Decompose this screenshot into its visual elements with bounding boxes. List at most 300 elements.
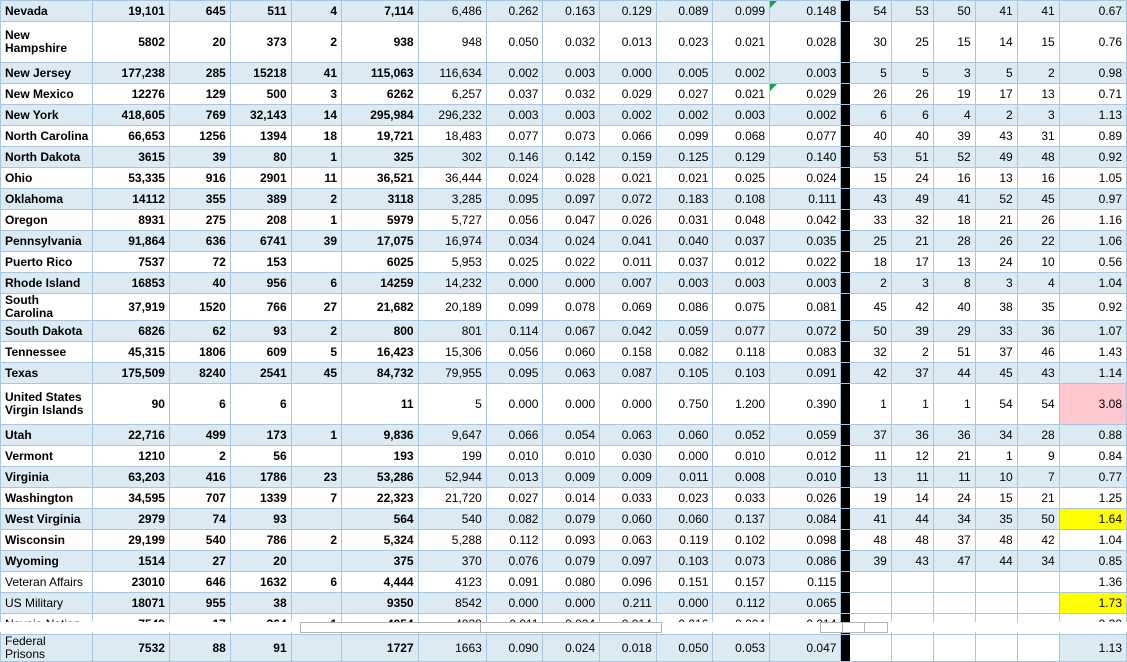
rank-cell[interactable]: 6 [849, 105, 891, 126]
cell-value[interactable]: 0.079 [543, 551, 600, 572]
rank-cell[interactable]: 19 [849, 488, 891, 509]
table-row[interactable] [1, 488, 1127, 509]
ratio-cell[interactable]: 1.04 [1059, 530, 1126, 551]
cell-value[interactable]: 0.159 [600, 147, 657, 168]
cell-value[interactable]: 0.146 [486, 147, 543, 168]
table-row[interactable] [1, 84, 1127, 105]
rank-cell[interactable]: 32 [849, 342, 891, 363]
cell-value[interactable]: 11 [291, 168, 341, 189]
row-label[interactable]: Vermont [1, 446, 93, 467]
rank-cell[interactable]: 49 [891, 189, 933, 210]
tab-segment-1[interactable] [300, 622, 482, 633]
cell-value[interactable]: 116,634 [418, 63, 486, 84]
table-row[interactable] [1, 363, 1127, 384]
rank-cell[interactable]: 4 [933, 105, 975, 126]
rank-cell[interactable]: 54 [975, 384, 1017, 425]
cell-value[interactable]: 0.025 [486, 252, 543, 273]
cell-value[interactable]: 0.003 [656, 273, 713, 294]
rank-cell[interactable]: 29 [933, 321, 975, 342]
table-row[interactable] [1, 231, 1127, 252]
cell-value[interactable]: 2 [291, 189, 341, 210]
ratio-cell[interactable]: 3.08 [1059, 384, 1126, 425]
cell-value[interactable]: 2979 [93, 509, 170, 530]
cell-value[interactable]: 0.112 [713, 593, 770, 614]
row-label[interactable]: Rhode Island [1, 273, 93, 294]
cell-value[interactable]: 295,984 [342, 105, 419, 126]
row-label[interactable]: Puerto Rico [1, 252, 93, 273]
cell-value[interactable]: 5802 [93, 22, 170, 63]
cell-value[interactable]: 0.080 [543, 572, 600, 593]
rank-cell[interactable]: 39 [849, 551, 891, 572]
cell-value[interactable]: 0.103 [713, 363, 770, 384]
cell-value[interactable]: 16853 [93, 273, 170, 294]
row-label[interactable]: Oregon [1, 210, 93, 231]
row-label[interactable]: New Jersey [1, 63, 93, 84]
rank-cell[interactable] [975, 635, 1017, 662]
row-label[interactable]: United States Virgin Islands [1, 384, 93, 425]
table-row[interactable] [1, 551, 1127, 572]
cell-value[interactable]: 38 [230, 593, 291, 614]
table-row[interactable] [1, 593, 1127, 614]
cell-value[interactable]: 0.060 [600, 509, 657, 530]
rank-cell[interactable]: 9 [1017, 446, 1059, 467]
rank-cell[interactable]: 24 [975, 252, 1017, 273]
rank-cell[interactable]: 15 [849, 168, 891, 189]
cell-value[interactable]: 0.028 [770, 22, 841, 63]
ratio-cell[interactable]: 1.13 [1059, 105, 1126, 126]
row-label[interactable]: Ohio [1, 168, 93, 189]
cell-value[interactable]: 0.111 [770, 189, 841, 210]
cell-value[interactable]: 1727 [342, 635, 419, 662]
rank-cell[interactable]: 32 [891, 210, 933, 231]
rank-cell[interactable]: 45 [1017, 189, 1059, 210]
cell-value[interactable]: 0.157 [713, 572, 770, 593]
cell-value[interactable]: 0.029 [600, 84, 657, 105]
cell-value[interactable]: 0.119 [656, 530, 713, 551]
cell-value[interactable]: 948 [418, 22, 486, 63]
cell-value[interactable]: 0.003 [543, 105, 600, 126]
cell-value[interactable]: 325 [342, 147, 419, 168]
cell-value[interactable]: 0.073 [713, 551, 770, 572]
cell-value[interactable] [291, 252, 341, 273]
cell-value[interactable]: 766 [230, 294, 291, 321]
cell-value[interactable]: 499 [169, 425, 230, 446]
cell-value[interactable]: 0.089 [656, 1, 713, 22]
rank-cell[interactable]: 25 [891, 22, 933, 63]
table-row[interactable] [1, 321, 1127, 342]
rank-cell[interactable]: 52 [975, 189, 1017, 210]
rank-cell[interactable]: 50 [1017, 509, 1059, 530]
cell-value[interactable]: 1394 [230, 126, 291, 147]
cell-value[interactable]: 0.012 [713, 252, 770, 273]
cell-value[interactable]: 53,286 [342, 467, 419, 488]
cell-value[interactable]: 0.076 [486, 551, 543, 572]
cell-value[interactable]: 0.024 [770, 168, 841, 189]
rank-cell[interactable] [933, 593, 975, 614]
cell-value[interactable]: 0.032 [543, 84, 600, 105]
cell-value[interactable]: 0.066 [486, 425, 543, 446]
cell-value[interactable]: 0.047 [770, 635, 841, 662]
cell-value[interactable]: 19,721 [342, 126, 419, 147]
cell-value[interactable]: 93 [230, 321, 291, 342]
cell-value[interactable]: 0.009 [600, 467, 657, 488]
cell-value[interactable]: 8542 [418, 593, 486, 614]
cell-value[interactable]: 177,238 [93, 63, 170, 84]
rank-cell[interactable]: 28 [1017, 425, 1059, 446]
cell-value[interactable]: 540 [169, 530, 230, 551]
rank-cell[interactable]: 33 [975, 321, 1017, 342]
table-row[interactable] [1, 294, 1127, 321]
rank-cell[interactable]: 6 [891, 105, 933, 126]
cell-value[interactable]: 62 [169, 321, 230, 342]
cell-value[interactable]: 0.002 [770, 105, 841, 126]
cell-value[interactable]: 0.000 [543, 384, 600, 425]
cell-value[interactable]: 0.037 [656, 252, 713, 273]
cell-value[interactable]: 2541 [230, 363, 291, 384]
cell-value[interactable]: 22,716 [93, 425, 170, 446]
cell-value[interactable]: 193 [342, 446, 419, 467]
cell-value[interactable]: 0.091 [770, 363, 841, 384]
cell-value[interactable]: 153 [230, 252, 291, 273]
cell-value[interactable]: 0.082 [656, 342, 713, 363]
cell-value[interactable]: 0.102 [713, 530, 770, 551]
cell-value[interactable]: 45 [291, 363, 341, 384]
rank-cell[interactable]: 21 [891, 231, 933, 252]
cell-value[interactable]: 373 [230, 22, 291, 63]
cell-value[interactable]: 955 [169, 593, 230, 614]
rank-cell[interactable]: 53 [849, 147, 891, 168]
rank-cell[interactable]: 2 [891, 342, 933, 363]
cell-value[interactable]: 0.086 [770, 551, 841, 572]
rank-cell[interactable] [849, 593, 891, 614]
rank-cell[interactable]: 7 [1017, 467, 1059, 488]
cell-value[interactable]: 0.000 [543, 273, 600, 294]
rank-cell[interactable]: 18 [849, 252, 891, 273]
rank-cell[interactable]: 44 [891, 509, 933, 530]
cell-value[interactable]: 916 [169, 168, 230, 189]
cell-value[interactable]: 0.011 [600, 252, 657, 273]
cell-value[interactable]: 0.098 [770, 530, 841, 551]
cell-value[interactable]: 0.095 [486, 189, 543, 210]
cell-value[interactable] [291, 384, 341, 425]
cell-value[interactable]: 8240 [169, 363, 230, 384]
cell-value[interactable]: 636 [169, 231, 230, 252]
cell-value[interactable]: 17,075 [342, 231, 419, 252]
rank-cell[interactable]: 21 [1017, 488, 1059, 509]
row-label[interactable]: South Dakota [1, 321, 93, 342]
cell-value[interactable]: 52,944 [418, 467, 486, 488]
cell-value[interactable]: 15218 [230, 63, 291, 84]
cell-value[interactable]: 0.078 [543, 294, 600, 321]
row-label[interactable]: Nevada [1, 1, 93, 22]
row-label[interactable]: Washington [1, 488, 93, 509]
cell-value[interactable]: 18071 [93, 593, 170, 614]
row-label[interactable]: New Mexico [1, 84, 93, 105]
cell-value[interactable]: 1 [291, 425, 341, 446]
cell-value[interactable]: 0.041 [600, 231, 657, 252]
cell-value[interactable]: 0.063 [600, 530, 657, 551]
ratio-cell[interactable]: 0.88 [1059, 425, 1126, 446]
cell-value[interactable]: 3118 [342, 189, 419, 210]
cell-value[interactable]: 4123 [418, 572, 486, 593]
cell-value[interactable]: 0.060 [656, 509, 713, 530]
cell-value[interactable]: 6025 [342, 252, 419, 273]
row-label[interactable]: Utah [1, 425, 93, 446]
cell-value[interactable]: 0.097 [600, 551, 657, 572]
rank-cell[interactable]: 13 [1017, 84, 1059, 105]
rank-cell[interactable]: 4 [1017, 273, 1059, 294]
cell-value[interactable]: 0.052 [713, 425, 770, 446]
cell-value[interactable]: 0.053 [713, 635, 770, 662]
row-label[interactable]: South Carolina [1, 294, 93, 321]
cell-value[interactable]: 6,257 [418, 84, 486, 105]
cell-value[interactable]: 0.003 [713, 105, 770, 126]
rank-cell[interactable]: 43 [1017, 363, 1059, 384]
cell-value[interactable]: 0.115 [770, 572, 841, 593]
cell-value[interactable]: 6 [291, 273, 341, 294]
rank-cell[interactable]: 24 [891, 168, 933, 189]
cell-value[interactable]: 0.390 [770, 384, 841, 425]
cell-value[interactable]: 15,306 [418, 342, 486, 363]
cell-value[interactable]: 21,682 [342, 294, 419, 321]
rank-cell[interactable]: 38 [975, 294, 1017, 321]
cell-value[interactable] [291, 593, 341, 614]
row-label[interactable]: New York [1, 105, 93, 126]
cell-value[interactable]: 37,919 [93, 294, 170, 321]
table-row[interactable] [1, 342, 1127, 363]
cell-value[interactable]: 72 [169, 252, 230, 273]
cell-value[interactable]: 0.048 [713, 210, 770, 231]
rank-cell[interactable]: 50 [849, 321, 891, 342]
cell-value[interactable]: 801 [418, 321, 486, 342]
cell-value[interactable]: 7 [291, 488, 341, 509]
row-label[interactable]: Federal Prisons [1, 635, 93, 662]
cell-value[interactable]: 0.002 [713, 63, 770, 84]
cell-value[interactable]: 0.068 [713, 126, 770, 147]
cell-value[interactable]: 16,974 [418, 231, 486, 252]
ratio-cell[interactable]: 1.64 [1059, 509, 1126, 530]
ratio-cell[interactable]: 1.16 [1059, 210, 1126, 231]
rank-cell[interactable]: 35 [975, 509, 1017, 530]
cell-value[interactable]: 375 [342, 551, 419, 572]
rank-cell[interactable]: 15 [1017, 22, 1059, 63]
rank-cell[interactable]: 5 [891, 63, 933, 84]
rank-cell[interactable]: 26 [849, 84, 891, 105]
rank-cell[interactable] [891, 593, 933, 614]
rank-cell[interactable]: 54 [849, 1, 891, 22]
row-label[interactable]: North Carolina [1, 126, 93, 147]
cell-value[interactable]: 0.000 [486, 273, 543, 294]
cell-value[interactable]: 0.095 [486, 363, 543, 384]
ratio-cell[interactable]: 1.07 [1059, 321, 1126, 342]
rank-cell[interactable]: 26 [891, 84, 933, 105]
ratio-cell[interactable]: 0.92 [1059, 147, 1126, 168]
cell-value[interactable]: 0.010 [770, 467, 841, 488]
cell-value[interactable]: 956 [230, 273, 291, 294]
cell-value[interactable]: 0.035 [770, 231, 841, 252]
cell-value[interactable]: 0.009 [543, 467, 600, 488]
rank-cell[interactable]: 19 [933, 84, 975, 105]
cell-value[interactable]: 39 [169, 147, 230, 168]
cell-value[interactable]: 0.042 [770, 210, 841, 231]
cell-value[interactable]: 5,953 [418, 252, 486, 273]
table-row[interactable] [1, 168, 1127, 189]
cell-value[interactable]: 40 [169, 273, 230, 294]
cell-value[interactable]: 0.059 [770, 425, 841, 446]
cell-value[interactable]: 63,203 [93, 467, 170, 488]
bottom-sheet-tab-strip[interactable] [0, 622, 1127, 632]
rank-cell[interactable]: 3 [975, 273, 1017, 294]
cell-value[interactable]: 0.013 [486, 467, 543, 488]
rank-cell[interactable]: 40 [933, 294, 975, 321]
cell-value[interactable]: 938 [342, 22, 419, 63]
cell-value[interactable]: 36,521 [342, 168, 419, 189]
cell-value[interactable]: 0.114 [486, 321, 543, 342]
cell-value[interactable]: 0.010 [543, 446, 600, 467]
cell-value[interactable]: 6741 [230, 231, 291, 252]
cell-value[interactable]: 0.023 [656, 488, 713, 509]
rank-cell[interactable]: 21 [975, 210, 1017, 231]
cell-value[interactable]: 0.183 [656, 189, 713, 210]
rank-cell[interactable]: 54 [1017, 384, 1059, 425]
cell-value[interactable]: 6 [169, 384, 230, 425]
cell-value[interactable]: 45,315 [93, 342, 170, 363]
cell-value[interactable]: 0.108 [713, 189, 770, 210]
cell-value[interactable]: 0.096 [600, 572, 657, 593]
rank-cell[interactable]: 13 [933, 252, 975, 273]
cell-value[interactable]: 0.112 [486, 530, 543, 551]
rank-cell[interactable]: 26 [1017, 210, 1059, 231]
rank-cell[interactable] [849, 572, 891, 593]
ratio-cell[interactable]: 0.89 [1059, 126, 1126, 147]
cell-value[interactable]: 0.099 [656, 126, 713, 147]
rank-cell[interactable]: 48 [975, 530, 1017, 551]
cell-value[interactable]: 0.118 [713, 342, 770, 363]
cell-value[interactable]: 0.024 [486, 168, 543, 189]
cell-value[interactable]: 0.103 [656, 551, 713, 572]
rank-cell[interactable]: 30 [849, 22, 891, 63]
cell-value[interactable]: 14112 [93, 189, 170, 210]
cell-value[interactable]: 11 [342, 384, 419, 425]
table-row[interactable] [1, 126, 1127, 147]
cell-value[interactable]: 1806 [169, 342, 230, 363]
rank-cell[interactable]: 37 [849, 425, 891, 446]
table-row[interactable] [1, 572, 1127, 593]
cell-value[interactable]: 0.034 [486, 231, 543, 252]
table-row[interactable] [1, 22, 1127, 63]
cell-value[interactable]: 1210 [93, 446, 170, 467]
cell-value[interactable]: 0.014 [543, 488, 600, 509]
cell-value[interactable]: 5,324 [342, 530, 419, 551]
cell-value[interactable]: 18,483 [418, 126, 486, 147]
cell-value[interactable]: 175,509 [93, 363, 170, 384]
cell-value[interactable]: 0.067 [543, 321, 600, 342]
cell-value[interactable]: 0.129 [713, 147, 770, 168]
table-row[interactable] [1, 467, 1127, 488]
rank-cell[interactable]: 34 [933, 509, 975, 530]
cell-value[interactable] [291, 509, 341, 530]
rank-cell[interactable]: 51 [891, 147, 933, 168]
cell-value[interactable]: 540 [418, 509, 486, 530]
table-row[interactable] [1, 384, 1127, 425]
tab-segment-4[interactable] [842, 622, 866, 633]
cell-value[interactable]: 5 [291, 342, 341, 363]
rank-cell[interactable]: 2 [975, 105, 1017, 126]
row-label[interactable]: North Dakota [1, 147, 93, 168]
ratio-cell[interactable]: 1.06 [1059, 231, 1126, 252]
rank-cell[interactable]: 34 [975, 425, 1017, 446]
cell-value[interactable]: 302 [418, 147, 486, 168]
cell-value[interactable]: 5,727 [418, 210, 486, 231]
rank-cell[interactable]: 41 [975, 1, 1017, 22]
rank-cell[interactable]: 45 [975, 363, 1017, 384]
cell-value[interactable]: 20 [230, 551, 291, 572]
rank-cell[interactable]: 40 [849, 126, 891, 147]
cell-value[interactable]: 74 [169, 509, 230, 530]
cell-value[interactable]: 53,335 [93, 168, 170, 189]
cell-value[interactable]: 7537 [93, 252, 170, 273]
cell-value[interactable]: 21,720 [418, 488, 486, 509]
cell-value[interactable]: 18 [291, 126, 341, 147]
rank-cell[interactable]: 5 [975, 63, 1017, 84]
table-row[interactable] [1, 252, 1127, 273]
rank-cell[interactable]: 41 [933, 189, 975, 210]
ratio-cell[interactable]: 1.43 [1059, 342, 1126, 363]
cell-value[interactable]: 0.010 [486, 446, 543, 467]
cell-value[interactable]: 1520 [169, 294, 230, 321]
table-row[interactable] [1, 273, 1127, 294]
cell-value[interactable]: 418,605 [93, 105, 170, 126]
cell-value[interactable]: 7532 [93, 635, 170, 662]
cell-value[interactable]: 208 [230, 210, 291, 231]
cell-value[interactable]: 0.029 [770, 84, 841, 105]
cell-value[interactable]: 9,647 [418, 425, 486, 446]
cell-value[interactable]: 0.021 [600, 168, 657, 189]
cell-value[interactable]: 0.059 [656, 321, 713, 342]
cell-value[interactable]: 173 [230, 425, 291, 446]
cell-value[interactable]: 199 [418, 446, 486, 467]
cell-value[interactable]: 6826 [93, 321, 170, 342]
ratio-cell[interactable]: 0.84 [1059, 446, 1126, 467]
ratio-cell[interactable]: 0.98 [1059, 63, 1126, 84]
rank-cell[interactable]: 43 [891, 551, 933, 572]
cell-value[interactable]: 0.083 [770, 342, 841, 363]
cell-value[interactable]: 285 [169, 63, 230, 84]
row-label[interactable]: US Military [1, 593, 93, 614]
rank-cell[interactable]: 51 [933, 342, 975, 363]
ratio-cell[interactable]: 0.77 [1059, 467, 1126, 488]
cell-value[interactable]: 5 [418, 384, 486, 425]
cell-value[interactable]: 0.075 [713, 294, 770, 321]
cell-value[interactable]: 275 [169, 210, 230, 231]
cell-value[interactable]: 1256 [169, 126, 230, 147]
cell-value[interactable]: 0.079 [543, 509, 600, 530]
cell-value[interactable]: 115,063 [342, 63, 419, 84]
rank-cell[interactable]: 17 [975, 84, 1017, 105]
tab-segment-2[interactable] [480, 622, 662, 633]
table-row[interactable] [1, 530, 1127, 551]
ratio-cell[interactable]: 0.85 [1059, 551, 1126, 572]
table-row[interactable] [1, 210, 1127, 231]
ratio-cell[interactable]: 1.05 [1059, 168, 1126, 189]
rank-cell[interactable] [975, 572, 1017, 593]
rank-cell[interactable]: 1 [891, 384, 933, 425]
cell-value[interactable]: 3,285 [418, 189, 486, 210]
rank-cell[interactable] [1017, 572, 1059, 593]
cell-value[interactable]: 564 [342, 509, 419, 530]
cell-value[interactable]: 88 [169, 635, 230, 662]
cell-value[interactable]: 39 [291, 231, 341, 252]
